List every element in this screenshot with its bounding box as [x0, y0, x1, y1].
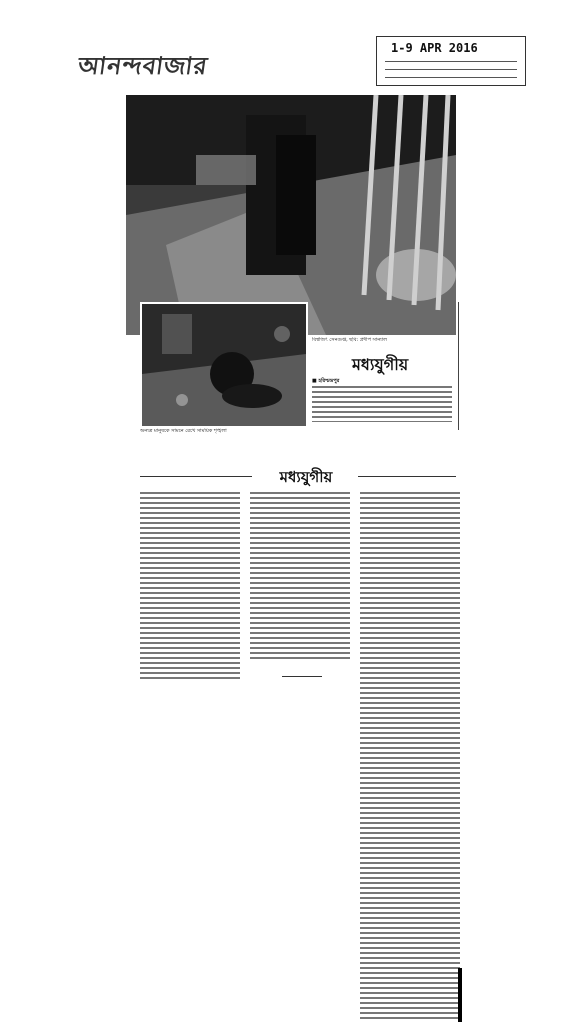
text-lines	[250, 492, 350, 662]
text-lines	[140, 492, 240, 682]
article-column-2	[250, 492, 350, 662]
date-stamp	[376, 36, 526, 86]
stamp-rule	[385, 69, 517, 70]
inset-photo-caption: অন্যত্র মানুষকে সামনে রেখে সাময়িক শৃঙ্খলা	[140, 428, 227, 434]
column-rule	[458, 302, 459, 430]
side-story-byline: ■ হরিশ্চন্দ্রপুর	[312, 378, 340, 384]
side-story-body	[312, 386, 452, 422]
article-column-3	[360, 492, 460, 1020]
main-photo	[126, 95, 456, 335]
article-headline: মধ্যযুগীয়	[279, 468, 333, 486]
side-story-title: মধ্যযুগীয়	[352, 355, 409, 374]
column-end-rule	[282, 676, 322, 677]
stamp-rule	[385, 61, 517, 62]
margin-mark	[458, 968, 462, 1022]
stamp-date: 1-9 APR 2016	[391, 41, 478, 55]
article-column-1	[140, 492, 240, 682]
text-lines	[312, 386, 452, 422]
text-lines	[360, 492, 460, 1020]
headline-rule-right	[358, 476, 456, 477]
newspaper-masthead: আনন্দবাজার	[76, 51, 210, 80]
headline-rule-left	[140, 476, 252, 477]
main-photo-caption: বিশ্বজিৎ সেনগুপ্ত, ছবি: প্রদীপ সান্যাল	[312, 337, 387, 343]
inset-photo	[140, 302, 308, 428]
stamp-rule	[385, 77, 517, 78]
